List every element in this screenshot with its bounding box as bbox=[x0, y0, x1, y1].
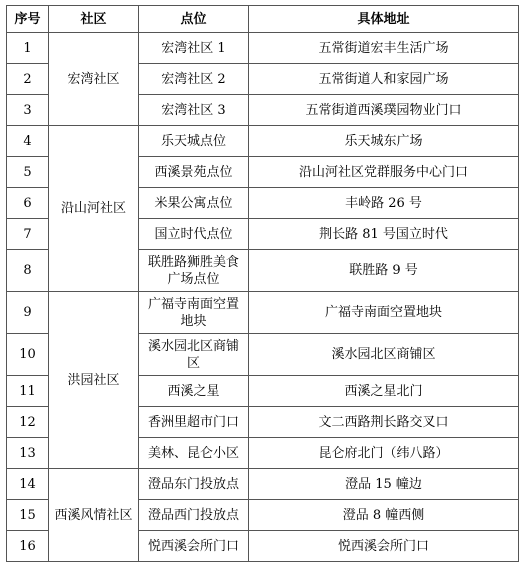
community-cell: 西溪风情社区 bbox=[49, 469, 139, 562]
table-row bbox=[7, 469, 519, 500]
row-number: 12 bbox=[7, 407, 49, 438]
header-address: 具体地址 bbox=[249, 6, 519, 33]
address-cell: 澄品 8 幢西侧 bbox=[249, 500, 519, 531]
address-cell: 悦西溪会所门口 bbox=[249, 531, 519, 562]
point-cell: 国立时代点位 bbox=[139, 219, 249, 250]
point-cell: 广福寺南面空置地块 bbox=[139, 292, 249, 334]
point-cell: 澄品西门投放点 bbox=[139, 500, 249, 531]
point-cell: 宏湾社区 3 bbox=[139, 95, 249, 126]
community-cell: 宏湾社区 bbox=[49, 33, 139, 126]
address-cell: 荆长路 81 号国立时代 bbox=[249, 219, 519, 250]
address-cell: 五常街道西溪璞园物业门口 bbox=[249, 95, 519, 126]
community-cell: 沿山河社区 bbox=[49, 126, 139, 292]
point-cell: 联胜路狮胜美食广场点位 bbox=[139, 250, 249, 292]
row-number: 1 bbox=[7, 33, 49, 64]
row-number: 13 bbox=[7, 438, 49, 469]
address-cell: 沿山河社区党群服务中心门口 bbox=[249, 157, 519, 188]
point-cell: 美林、昆仑小区 bbox=[139, 438, 249, 469]
address-cell: 联胜路 9 号 bbox=[249, 250, 519, 292]
point-cell: 西溪之星 bbox=[139, 376, 249, 407]
address-cell: 五常街道人和家园广场 bbox=[249, 64, 519, 95]
header-point: 点位 bbox=[139, 6, 249, 33]
point-cell: 宏湾社区 1 bbox=[139, 33, 249, 64]
row-number: 9 bbox=[7, 292, 49, 334]
point-cell: 香洲里超市门口 bbox=[139, 407, 249, 438]
row-number: 4 bbox=[7, 126, 49, 157]
address-cell: 昆仑府北门（纬八路） bbox=[249, 438, 519, 469]
address-cell: 溪水园北区商铺区 bbox=[249, 334, 519, 376]
point-cell: 溪水园北区商铺区 bbox=[139, 334, 249, 376]
header-community: 社区 bbox=[49, 6, 139, 33]
address-cell: 西溪之星北门 bbox=[249, 376, 519, 407]
address-cell: 乐天城东广场 bbox=[249, 126, 519, 157]
row-number: 2 bbox=[7, 64, 49, 95]
address-cell: 澄品 15 幢边 bbox=[249, 469, 519, 500]
address-cell: 广福寺南面空置地块 bbox=[249, 292, 519, 334]
row-number: 16 bbox=[7, 531, 49, 562]
row-number: 15 bbox=[7, 500, 49, 531]
row-number: 5 bbox=[7, 157, 49, 188]
table-row bbox=[7, 126, 519, 157]
table-row bbox=[7, 33, 519, 64]
address-cell: 文二西路荆长路交叉口 bbox=[249, 407, 519, 438]
row-number: 8 bbox=[7, 250, 49, 292]
row-number: 11 bbox=[7, 376, 49, 407]
point-cell: 米果公寓点位 bbox=[139, 188, 249, 219]
row-number: 10 bbox=[7, 334, 49, 376]
collection-points-table bbox=[6, 5, 519, 562]
table-row bbox=[7, 292, 519, 334]
header-no: 序号 bbox=[7, 6, 49, 33]
point-cell: 西溪景苑点位 bbox=[139, 157, 249, 188]
point-cell: 悦西溪会所门口 bbox=[139, 531, 249, 562]
row-number: 6 bbox=[7, 188, 49, 219]
point-cell: 宏湾社区 2 bbox=[139, 64, 249, 95]
row-number: 3 bbox=[7, 95, 49, 126]
address-cell: 丰岭路 26 号 bbox=[249, 188, 519, 219]
row-number: 14 bbox=[7, 469, 49, 500]
point-cell: 乐天城点位 bbox=[139, 126, 249, 157]
header-row bbox=[7, 6, 519, 33]
community-cell: 洪园社区 bbox=[49, 292, 139, 469]
point-cell: 澄品东门投放点 bbox=[139, 469, 249, 500]
row-number: 7 bbox=[7, 219, 49, 250]
address-cell: 五常街道宏丰生活广场 bbox=[249, 33, 519, 64]
